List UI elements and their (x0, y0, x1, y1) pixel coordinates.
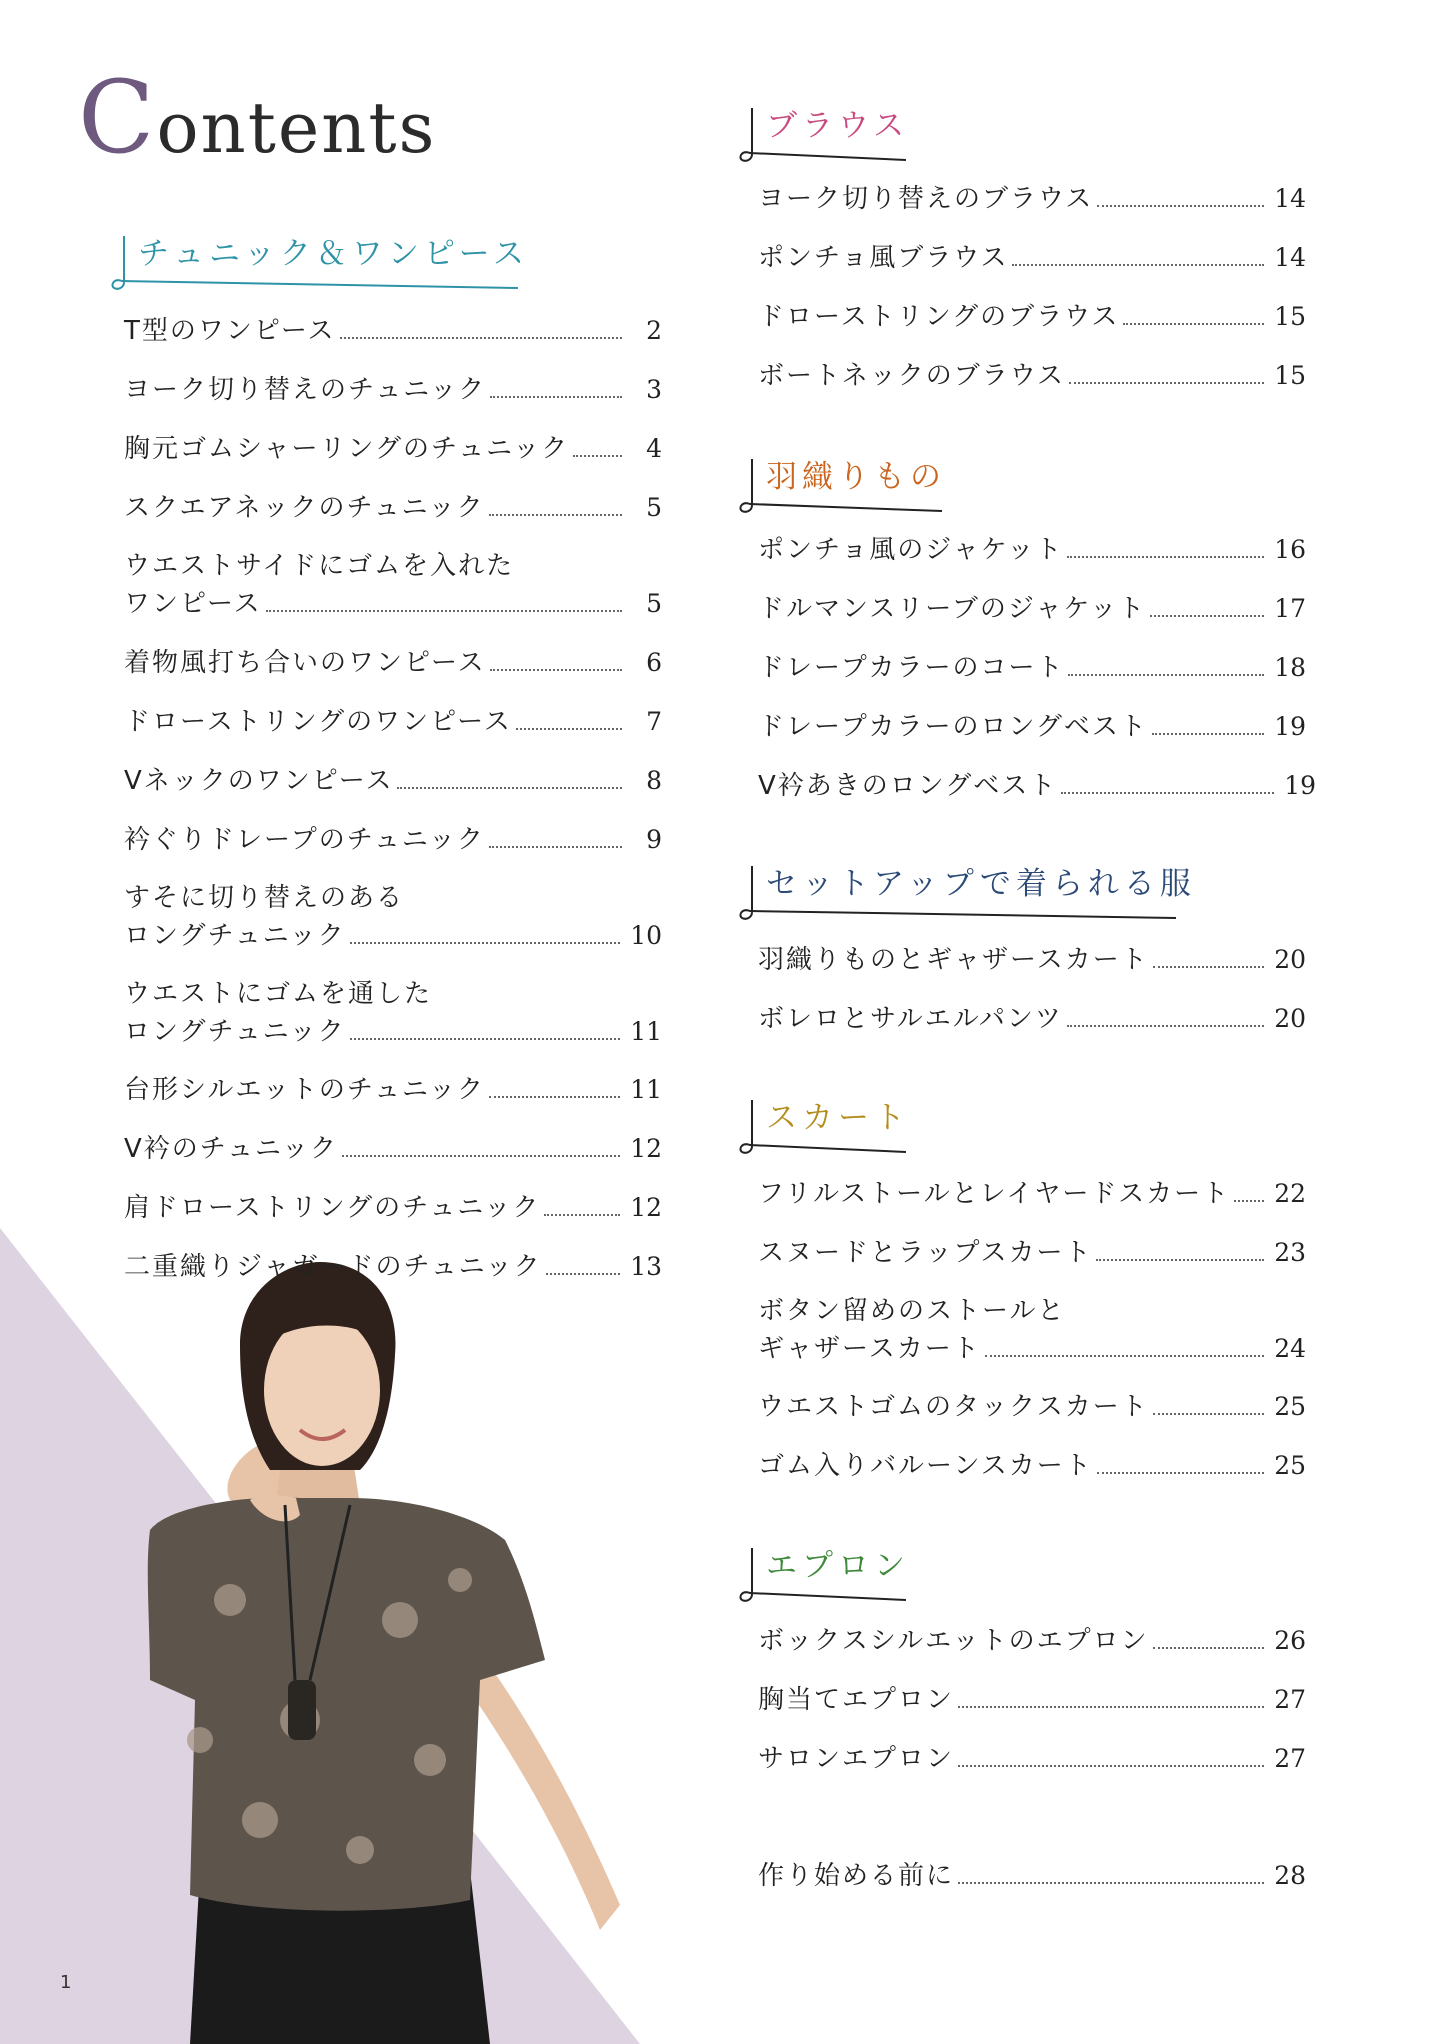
toc-item[interactable]: 胸当てエプロン 27 (758, 1685, 1306, 1715)
toc-item[interactable]: ウエストにゴムを通した ロングチュニック 11 (124, 979, 662, 1047)
toc-item[interactable]: ドローストリングのブラウス 15 (758, 302, 1306, 332)
toc-item[interactable]: Vネックのワンピース 8 (124, 766, 662, 796)
section-header-setup (736, 862, 1196, 922)
toc-item[interactable]: 着物風打ち合いのワンピース 6 (124, 648, 662, 678)
toc-item[interactable]: ボートネックのブラウス 15 (758, 361, 1306, 391)
toc-item-before-starting[interactable]: 作り始める前に 28 (758, 1861, 1306, 1891)
toc-item[interactable]: ドローストリングのワンピース 7 (124, 707, 662, 737)
section-header-skirt (736, 1096, 916, 1156)
page-number: 1 (60, 1972, 72, 1993)
toc-item[interactable]: ドルマンスリーブのジャケット 17 (758, 594, 1306, 624)
toc-item[interactable]: 台形シルエットのチュニック 11 (124, 1075, 662, 1105)
toc-item[interactable]: 羽織りものとギャザースカート 20 (758, 945, 1306, 975)
toc-item[interactable]: 胸元ゴムシャーリングのチュニック 4 (124, 434, 662, 464)
section-title-apron: エプロン (766, 1548, 910, 1584)
toc-item[interactable]: ゴム入りバルーンスカート 25 (758, 1451, 1306, 1481)
section-header-apron (736, 1544, 916, 1604)
title-rest: ontents (156, 87, 437, 169)
section-title-skirt: スカート (766, 1100, 910, 1136)
toc-item[interactable]: スヌードとラップスカート 23 (758, 1238, 1306, 1268)
toc-item[interactable]: 衿ぐりドレープのチュニック 9 (124, 825, 662, 855)
page-title (78, 59, 437, 176)
toc-item[interactable]: ボックスシルエットのエプロン 26 (758, 1626, 1306, 1656)
section-title-haori: 羽織りもの (766, 459, 946, 495)
toc-item[interactable]: スクエアネックのチュニック 5 (124, 493, 662, 523)
title-capital: C (78, 59, 157, 176)
toc-item[interactable]: ドレープカラーのコート 18 (758, 653, 1306, 683)
toc-item[interactable]: T型のワンピース 2 (124, 316, 662, 346)
toc-item[interactable]: 二重織りジャガードのチュニック 13 (124, 1252, 662, 1282)
toc-item[interactable]: フリルストールとレイヤードスカート 22 (758, 1179, 1306, 1209)
toc-item[interactable]: ボタン留めのストールと ギャザースカート 24 (758, 1296, 1306, 1364)
section-header-haori (736, 455, 952, 515)
toc-item[interactable]: ボレロとサルエルパンツ 20 (758, 1004, 1306, 1034)
toc-item[interactable]: ヨーク切り替えのチュニック 3 (124, 375, 662, 405)
toc-item[interactable]: サロンエプロン 27 (758, 1744, 1306, 1774)
section-title-blouse: ブラウス (766, 108, 910, 144)
toc-item[interactable]: ウエストゴムのタックスカート 25 (758, 1392, 1306, 1422)
toc-item[interactable]: 肩ドローストリングのチュニック 12 (124, 1193, 662, 1223)
section-title-tunic: チュニック＆ワンピース (138, 236, 530, 272)
toc-item[interactable]: ウエストサイドにゴムを入れた ワンピース 5 (124, 551, 662, 619)
toc-item[interactable]: ドレープカラーのロングベスト 19 (758, 712, 1306, 742)
toc-item[interactable]: V衿あきのロングベスト 19 (758, 771, 1316, 801)
toc-item[interactable]: ポンチョ風のジャケット 16 (758, 535, 1306, 565)
section-header-blouse (736, 104, 916, 164)
toc-item[interactable]: V衿のチュニック 12 (124, 1134, 662, 1164)
toc-item[interactable]: すそに切り替えのある ロングチュニック 10 (124, 883, 662, 951)
toc-item[interactable]: ポンチョ風ブラウス 14 (758, 243, 1306, 273)
section-header-tunic (108, 232, 528, 292)
section-title-setup: セットアップで着られる服 (766, 866, 1196, 902)
toc-item[interactable]: ヨーク切り替えのブラウス 14 (758, 184, 1306, 214)
